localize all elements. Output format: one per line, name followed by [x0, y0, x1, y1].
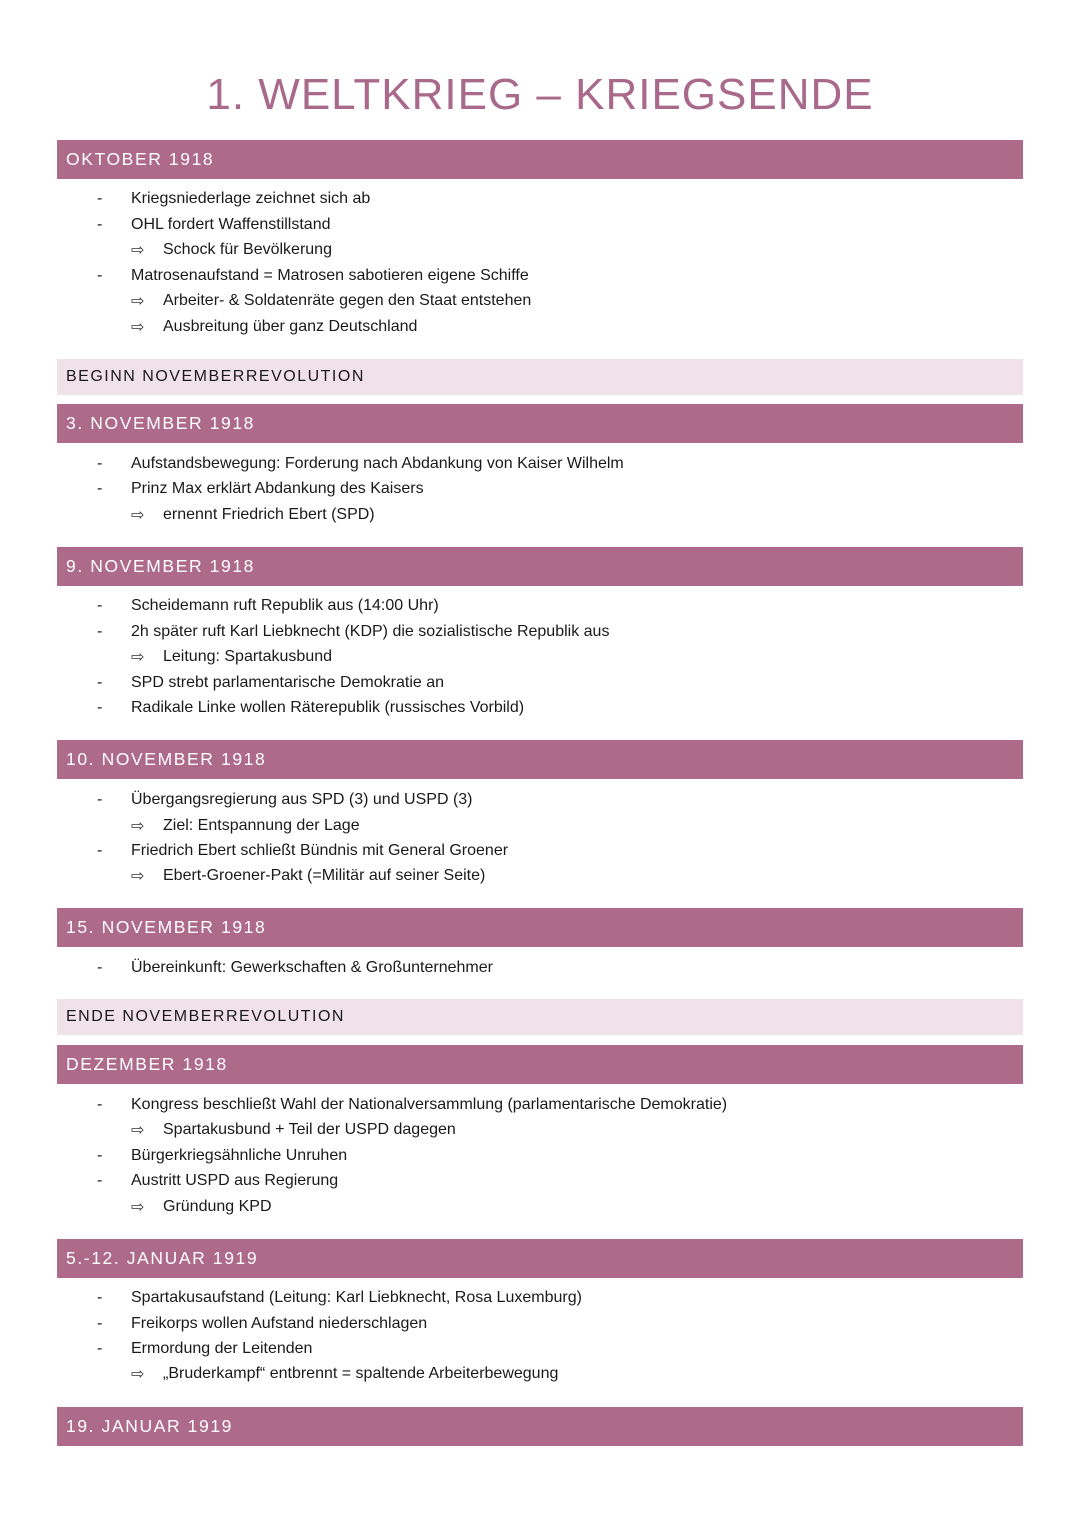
bullet-text: Bürgerkriegsähnliche Unruhen	[131, 1147, 348, 1164]
dash-bullet: -	[97, 597, 103, 614]
dash-bullet: -	[97, 216, 103, 233]
bullet-text: Austritt USPD aus Regierung	[131, 1172, 339, 1189]
section-heading-19-januar-1919: 19. JANUAR 1919	[57, 1407, 1023, 1446]
section-heading-ende-novemberrevolution: ENDE NOVEMBERREVOLUTION	[57, 999, 1023, 1035]
bullet-text: Freikorps wollen Aufstand niederschlagen	[131, 1315, 428, 1332]
sub-bullet-text: Ziel: Entspannung der Lage	[163, 817, 360, 834]
arrow-icon: ⇨	[131, 818, 145, 835]
arrow-icon: ⇨	[131, 868, 145, 885]
dash-bullet: -	[97, 267, 103, 284]
bullet-text: Radikale Linke wollen Räterepublik (russisches Vorbild)	[131, 699, 525, 716]
sub-bullet-text: Spartakusbund + Teil der USPD dagegen	[163, 1121, 456, 1138]
bullet-text: Spartakusaufstand (Leitung: Karl Liebknecht, Rosa Luxemburg)	[131, 1289, 582, 1306]
sub-bullet-text: Ausbreitung über ganz Deutschland	[163, 318, 418, 335]
bullet-text: SPD strebt parlamentarische Demokratie an	[131, 674, 445, 691]
bullet-text: Übereinkunft: Gewerkschaften & Großunternehmer	[131, 959, 493, 976]
bullet-text: Scheidemann ruft Republik aus (14:00 Uhr)	[131, 597, 439, 614]
sub-bullet-text: Gründung KPD	[163, 1198, 272, 1215]
dash-bullet: -	[97, 1147, 103, 1164]
dash-bullet: -	[97, 1340, 103, 1357]
dash-bullet: -	[97, 699, 103, 716]
section-heading-15-november-1918: 15. NOVEMBER 1918	[57, 908, 1023, 947]
dash-bullet: -	[97, 623, 103, 640]
bullet-text: Kongress beschließt Wahl der Nationalversammlung (parlamentarische Demokratie)	[131, 1096, 728, 1113]
arrow-icon: ⇨	[131, 1122, 145, 1139]
arrow-icon: ⇨	[131, 507, 145, 524]
arrow-icon: ⇨	[131, 1366, 145, 1383]
bullet-text: Prinz Max erklärt Abdankung des Kaisers	[131, 480, 424, 497]
dash-bullet: -	[97, 455, 103, 472]
dash-bullet: -	[97, 190, 103, 207]
sub-bullet-text: Arbeiter- & Soldatenräte gegen den Staat entstehen	[163, 292, 532, 309]
page-title: 1. WELTKRIEG – KRIEGSENDE	[206, 70, 874, 119]
dash-bullet: -	[97, 959, 103, 976]
dash-bullet: -	[97, 674, 103, 691]
dash-bullet: -	[97, 1096, 103, 1113]
bullet-text: Kriegsniederlage zeichnet sich ab	[131, 190, 371, 207]
arrow-icon: ⇨	[131, 1199, 145, 1216]
dash-bullet: -	[97, 842, 103, 859]
arrow-icon: ⇨	[131, 319, 145, 336]
section-heading-dezember-1918: DEZEMBER 1918	[57, 1045, 1023, 1084]
section-heading-3-november-1918: 3. NOVEMBER 1918	[57, 404, 1023, 443]
sub-bullet-text: Ebert-Groener-Pakt (=Militär auf seiner Seite)	[163, 867, 486, 884]
arrow-icon: ⇨	[131, 293, 145, 310]
bullet-text: OHL fordert Waffenstillstand	[131, 216, 331, 233]
dash-bullet: -	[97, 480, 103, 497]
bullet-text: Matrosenaufstand = Matrosen sabotieren eigene Schiffe	[131, 267, 529, 284]
arrow-icon: ⇨	[131, 649, 145, 666]
sub-bullet-text: ernennt Friedrich Ebert (SPD)	[163, 506, 375, 523]
dash-bullet: -	[97, 791, 103, 808]
section-heading-9-november-1918: 9. NOVEMBER 1918	[57, 547, 1023, 586]
bullet-text: 2h später ruft Karl Liebknecht (KDP) die sozialistische Republik aus	[131, 623, 610, 640]
section-heading-10-november-1918: 10. NOVEMBER 1918	[57, 740, 1023, 779]
bullet-text: Ermordung der Leitenden	[131, 1340, 313, 1357]
sub-bullet-text: Leitung: Spartakusbund	[163, 648, 333, 665]
arrow-icon: ⇨	[131, 242, 145, 259]
bullet-text: Friedrich Ebert schließt Bündnis mit General Groener	[131, 842, 509, 859]
section-heading-oktober-1918: OKTOBER 1918	[57, 140, 1023, 179]
section-heading-beginn-novemberrevolution: BEGINN NOVEMBERREVOLUTION	[57, 359, 1023, 395]
sub-bullet-text: Schock für Bevölkerung	[163, 241, 332, 258]
section-heading-5-12-januar-1919: 5.-12. JANUAR 1919	[57, 1239, 1023, 1278]
bullet-text: Übergangsregierung aus SPD (3) und USPD (3)	[131, 791, 473, 808]
bullet-text: Aufstandsbewegung: Forderung nach Abdankung von Kaiser Wilhelm	[131, 455, 624, 472]
dash-bullet: -	[97, 1172, 103, 1189]
dash-bullet: -	[97, 1315, 103, 1332]
dash-bullet: -	[97, 1289, 103, 1306]
sub-bullet-text: „Bruderkampf“ entbrennt = spaltende Arbeiterbewegung	[163, 1365, 559, 1382]
